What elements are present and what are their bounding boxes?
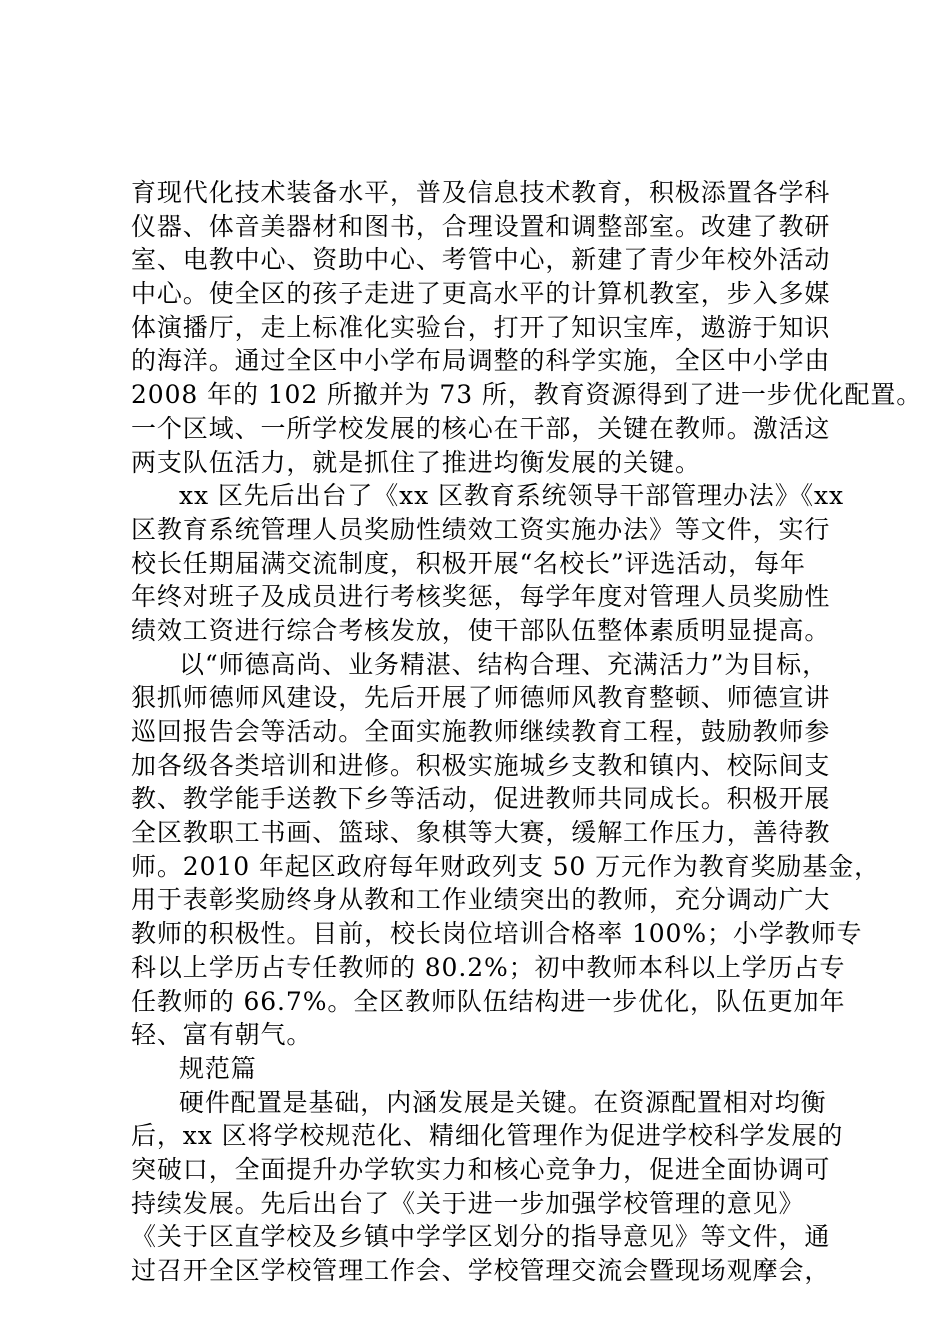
text-line: 以“师德高尚、业务精湛、结构合理、充满活力”为目标， bbox=[179, 649, 828, 679]
document-body-text bbox=[131, 176, 923, 1288]
text-line: 育现代化技术装备水平，普及信息技术教育，积极添置各学科 bbox=[131, 178, 831, 207]
text-line: 中心。使全区的孩子走进了更高水平的计算机教室，步入多媒 bbox=[131, 279, 831, 309]
text-line: 加各级各类培训和进修。积极实施城乡支教和镇内、校际间支 bbox=[131, 750, 831, 780]
text-line: 全区教职工书画、篮球、象棋等大赛，缓解工作压力，善待教 bbox=[131, 818, 831, 848]
text-line: 持续发展。先后出台了《关于进一步加强学校管理的意见》 bbox=[131, 1188, 805, 1218]
text-line: 任教师的 66.7%。全区教师队伍结构进一步优化，队伍更加年 bbox=[131, 986, 846, 1016]
text-line: 后，xx 区将学校规范化、精细化管理作为促进学校科学发展的 bbox=[131, 1121, 844, 1151]
text-line: 硬件配置是基础，内涵发展是关键。在资源配置相对均衡 bbox=[179, 1087, 827, 1117]
text-line: 巡回报告会等活动。全面实施教师继续教育工程，鼓励教师参 bbox=[131, 717, 831, 746]
text-line: 年终对班子及成员进行考核奖惩，每学年度对管理人员奖励性 bbox=[131, 582, 831, 612]
text-line: 2008 年的 102 所撤并为 73 所，教育资源得到了进一步优化配置。 bbox=[131, 380, 923, 410]
text-line: 两支队伍活力，就是抓住了推进均衡发展的关键。 bbox=[131, 447, 701, 477]
text-line: 体演播厅，走上标准化实验台，打开了知识宝库，遨游于知识 bbox=[131, 312, 831, 342]
text-line: 规范篇 bbox=[179, 1053, 257, 1083]
text-line: 过召开全区学校管理工作会、学校管理交流会暨现场观摩会， bbox=[131, 1256, 831, 1285]
text-line: 教、教学能手送教下乡等活动，促进教师共同成长。积极开展 bbox=[131, 784, 831, 814]
text-line: 教师的积极性。目前，校长岗位培训合格率 100%；小学教师专 bbox=[131, 919, 863, 949]
text-line: 狠抓师德师风建设，先后开展了师德师风教育整顿、师德宣讲 bbox=[131, 683, 831, 713]
text-line: xx 区先后出台了《xx 区教育系统领导干部管理办法》《xx bbox=[179, 481, 844, 511]
text-line: 绩效工资进行综合考核发放，使干部队伍整体素质明显提高。 bbox=[131, 615, 831, 645]
text-line: 仪器、体音美器材和图书，合理设置和调整部室。改建了教研 bbox=[131, 211, 831, 241]
text-line: 的海洋。通过全区中小学布局调整的科学实施，全区中小学由 bbox=[131, 346, 831, 376]
text-line: 区教育系统管理人员奖励性绩效工资实施办法》等文件，实行 bbox=[131, 514, 831, 544]
text-line: 室、电教中心、资助中心、考管中心，新建了青少年校外活动 bbox=[131, 245, 831, 275]
text-line: 轻、富有朝气。 bbox=[131, 1020, 313, 1050]
text-line: 用于表彰奖励终身从教和工作业绩突出的教师，充分调动广大 bbox=[131, 885, 831, 915]
text-line: 突破口，全面提升办学软实力和核心竞争力，促进全面协调可 bbox=[131, 1154, 831, 1184]
text-line: 科以上学历占专任教师的 80.2%；初中教师本科以上学历占专 bbox=[131, 952, 846, 982]
text-line: 《关于区直学校及乡镇中学学区划分的指导意见》等文件，通 bbox=[131, 1222, 831, 1252]
text-line: 校长任期届满交流制度，积极开展“名校长”评选活动，每年 bbox=[131, 548, 806, 578]
text-line: 一个区域、一所学校发展的核心在干部，关键在教师。激活这 bbox=[131, 413, 831, 443]
text-line: 师。2010 年起区政府每年财政列支 50 万元作为教育奖励基金， bbox=[131, 851, 880, 881]
